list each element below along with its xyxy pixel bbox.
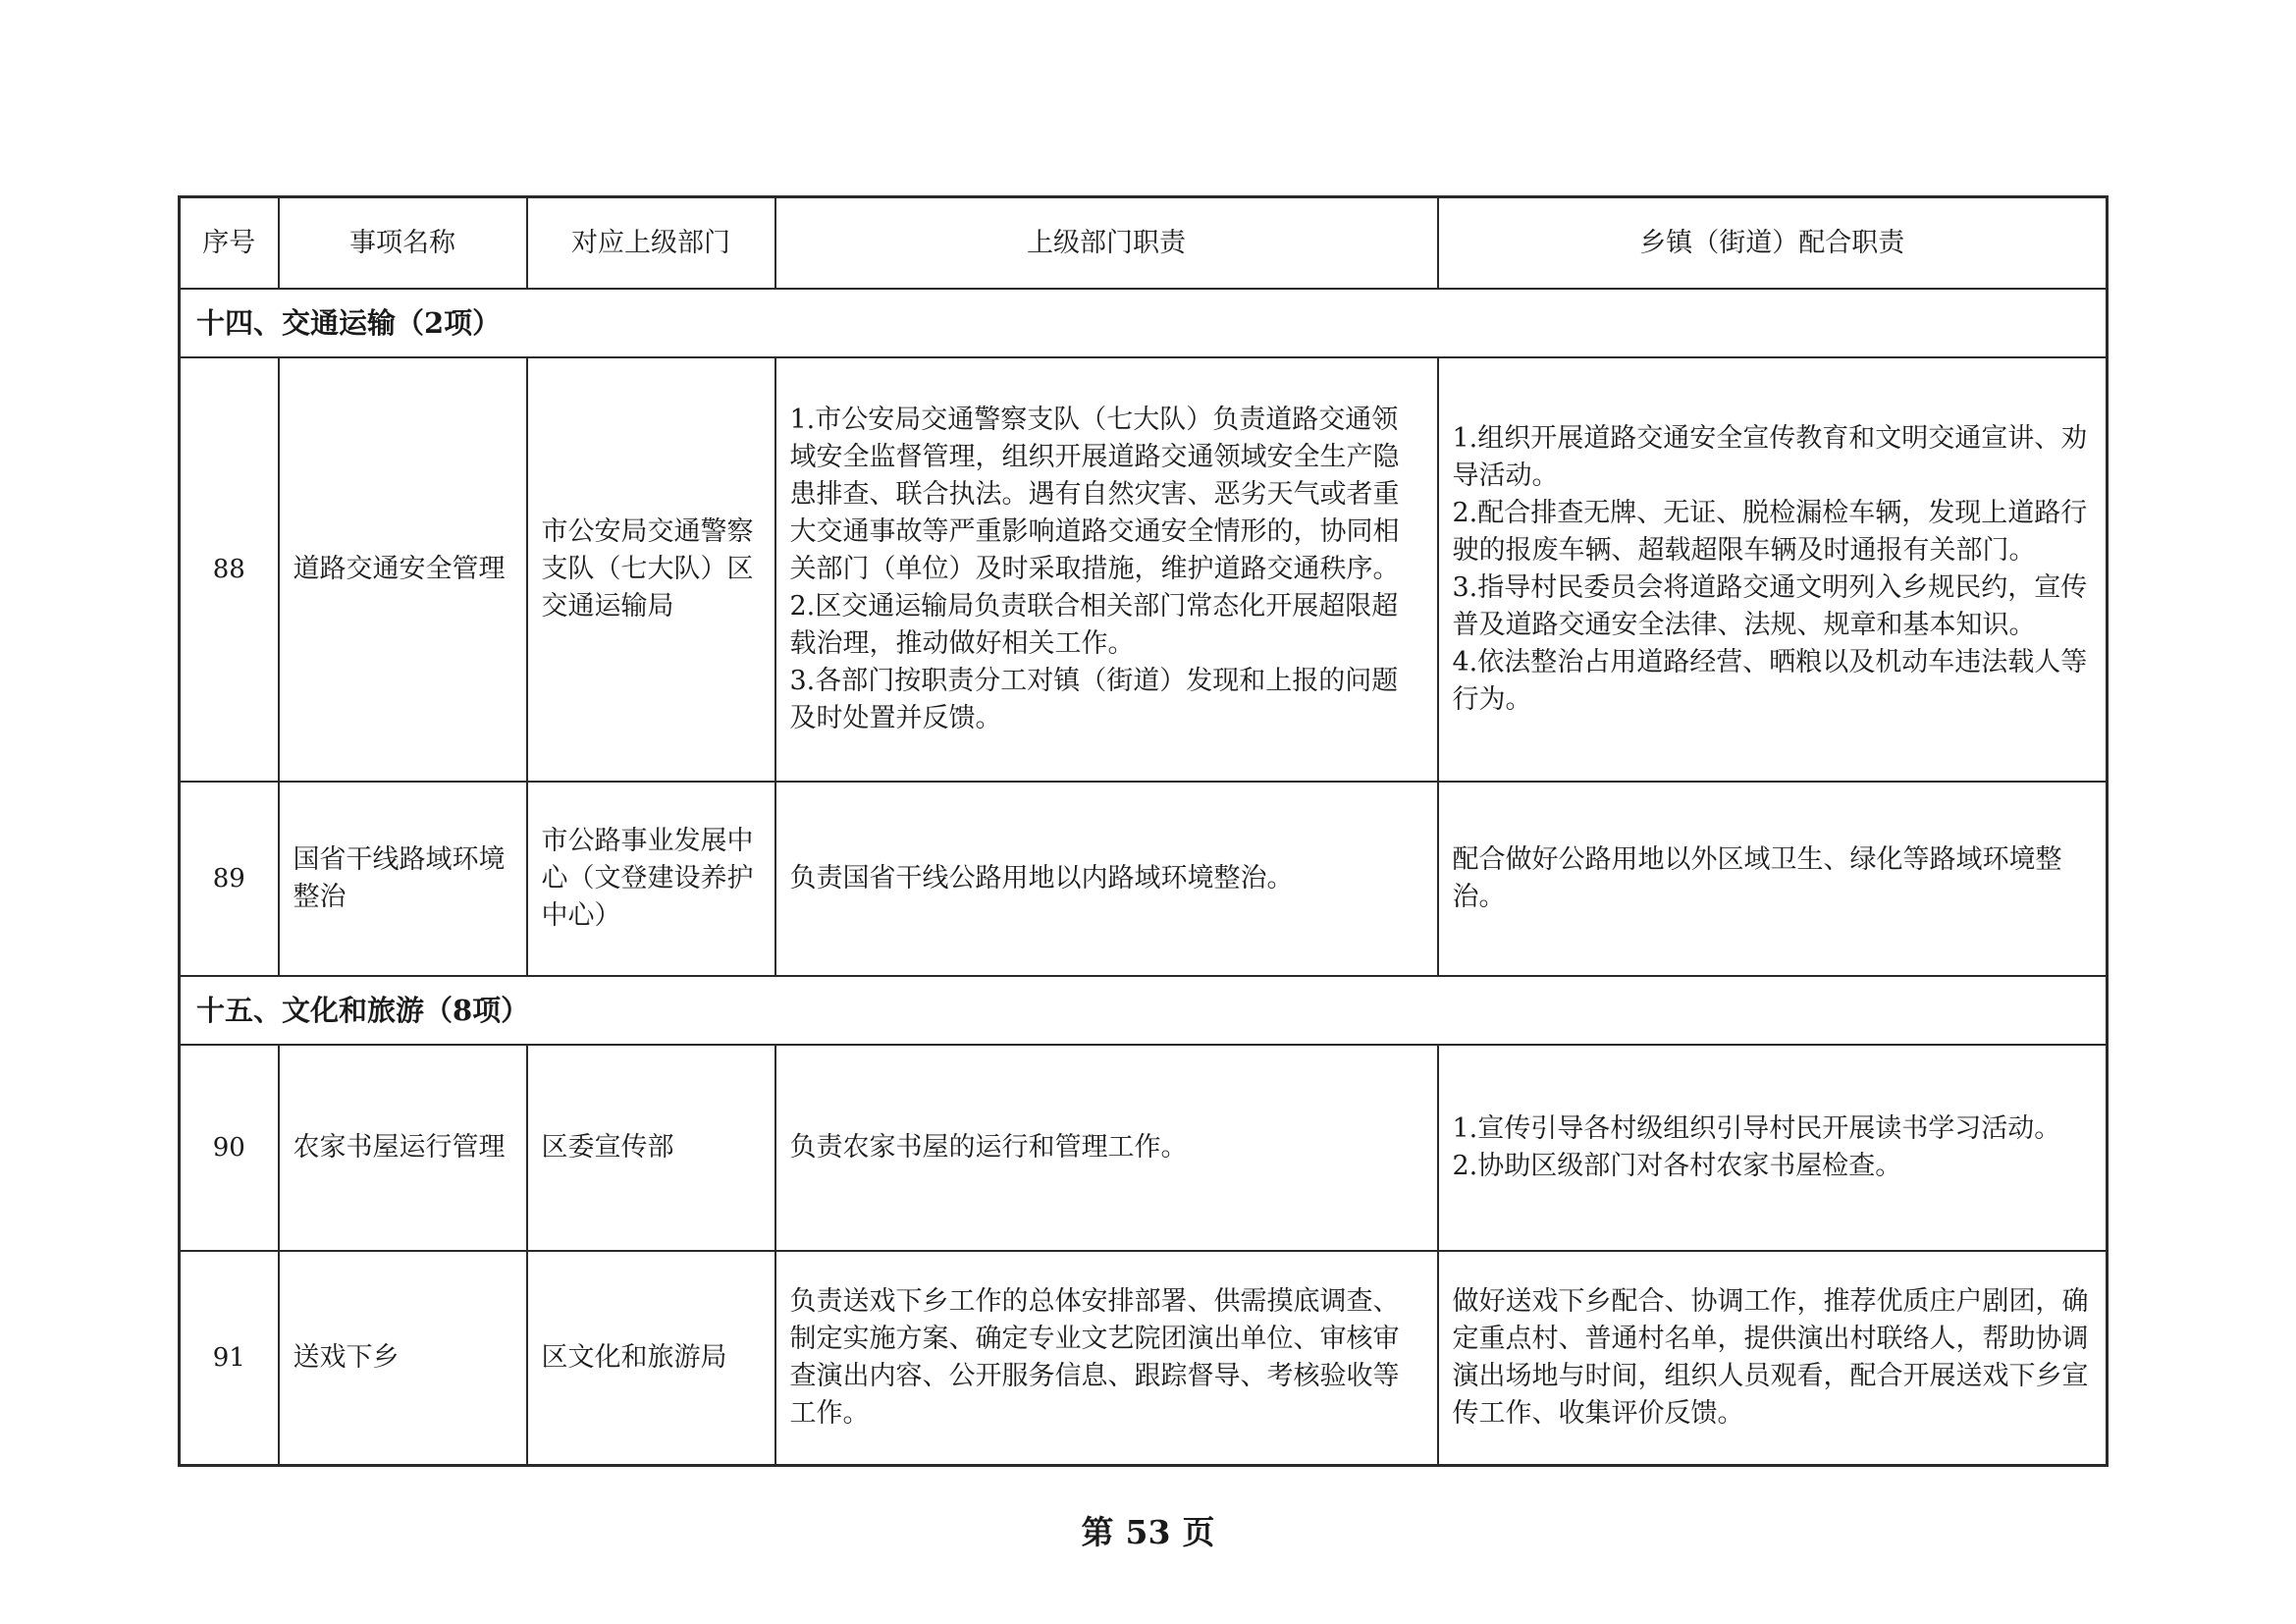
- coop-duty-item: 配合做好公路用地以外区域卫生、绿化等路域环境整治。: [1452, 844, 2062, 912]
- row-name: 道路交通安全管理: [279, 357, 527, 782]
- page-number-prefix: 第: [1081, 1513, 1114, 1551]
- row-coop-duties: [1438, 357, 2108, 782]
- upper-duty-item: 负责农家书屋的运行和管理工作。: [789, 1132, 1188, 1163]
- table-row: [180, 1251, 2108, 1465]
- header-dept: 对应上级部门: [527, 197, 775, 290]
- page-number: [0, 1507, 2296, 1553]
- coop-duty-item: 3.指导村民委员会将道路交通文明列入乡规民约，宣传普及道路交通安全法律、法规、规章和基本知识。: [1452, 572, 2088, 640]
- section-row: [180, 289, 2108, 357]
- table-header-row: [180, 197, 2108, 290]
- section-title: 十五、文化和旅游（8项）: [180, 976, 2108, 1045]
- row-upper-duties: [775, 1045, 1438, 1251]
- row-name: 国省干线路域环境整治: [279, 782, 527, 976]
- row-upper-duties: [775, 357, 1438, 782]
- upper-duty-item: 3.各部门按职责分工对镇（街道）发现和上报的问题及时处置并反馈。: [789, 666, 1399, 733]
- table-row: [180, 357, 2108, 782]
- row-coop-duties: [1438, 1045, 2108, 1251]
- row-no: 88: [180, 357, 279, 782]
- coop-duty-item: 2.协助区级部门对各村农家书屋检查。: [1452, 1151, 1902, 1181]
- row-dept: 市公路事业发展中心（文登建设养护中心）: [527, 782, 775, 976]
- upper-duty-item: 1.市公安局交通警察支队（七大队）负责道路交通领域安全监督管理，组织开展道路交通领域安全生产隐患排查、联合执法。遇有自然灾害、恶劣天气或者重大交通事故等严重影响道路交通安全情形的，协同相关部门（单位）及时采取措施，维护道路交通秩序。: [789, 405, 1400, 584]
- row-no: 89: [180, 782, 279, 976]
- upper-duty-item: 负责国省干线公路用地以内路域环境整治。: [789, 863, 1294, 893]
- row-dept: 区文化和旅游局: [527, 1251, 775, 1465]
- page-number-value: 53: [1125, 1513, 1171, 1551]
- coop-duty-item: 1.组织开展道路交通安全宣传教育和文明交通宣讲、劝导活动。: [1452, 423, 2088, 491]
- header-coop-duties: 乡镇（街道）配合职责: [1438, 197, 2108, 290]
- row-upper-duties: [775, 782, 1438, 976]
- header-name: 事项名称: [279, 197, 527, 290]
- table-row: [180, 1045, 2108, 1251]
- upper-duty-item: 2.区交通运输局负责联合相关部门常态化开展超限超载治理，推动做好相关工作。: [789, 591, 1399, 659]
- coop-duty-item: 4.依法整治占用道路经营、晒粮以及机动车违法载人等行为。: [1452, 647, 2088, 715]
- coop-duty-item: 2.配合排查无牌、无证、脱检漏检车辆，发现上道路行驶的报废车辆、超载超限车辆及时通报有关部门。: [1452, 498, 2088, 566]
- coop-duty-item: 1.宣传引导各村级组织引导村民开展读书学习活动。: [1452, 1113, 2061, 1144]
- duties-table: [178, 195, 2109, 1467]
- page-number-suffix: 页: [1182, 1513, 1215, 1551]
- section-row: [180, 976, 2108, 1045]
- row-name: 送戏下乡: [279, 1251, 527, 1465]
- row-dept: 市公安局交通警察支队（七大队）区交通运输局: [527, 357, 775, 782]
- row-no: 90: [180, 1045, 279, 1251]
- section-title: 十四、交通运输（2项）: [180, 289, 2108, 357]
- row-no: 91: [180, 1251, 279, 1465]
- row-dept: 区委宣传部: [527, 1045, 775, 1251]
- row-coop-duties: [1438, 1251, 2108, 1465]
- upper-duty-item: 负责送戏下乡工作的总体安排部署、供需摸底调查、制定实施方案、确定专业文艺院团演出单位、审核审查演出内容、公开服务信息、跟踪督导、考核验收等工作。: [789, 1285, 1400, 1429]
- row-coop-duties: [1438, 782, 2108, 976]
- coop-duty-item: 做好送戏下乡配合、协调工作，推荐优质庄户剧团，确定重点村、普通村名单，提供演出村联络人，帮助协调演出场地与时间，组织人员观看，配合开展送戏下乡宣传工作、收集评价反馈。: [1452, 1285, 2089, 1429]
- row-name: 农家书屋运行管理: [279, 1045, 527, 1251]
- header-upper-duties: 上级部门职责: [775, 197, 1438, 290]
- row-upper-duties: [775, 1251, 1438, 1465]
- header-no: 序号: [180, 197, 279, 290]
- table-row: [180, 782, 2108, 976]
